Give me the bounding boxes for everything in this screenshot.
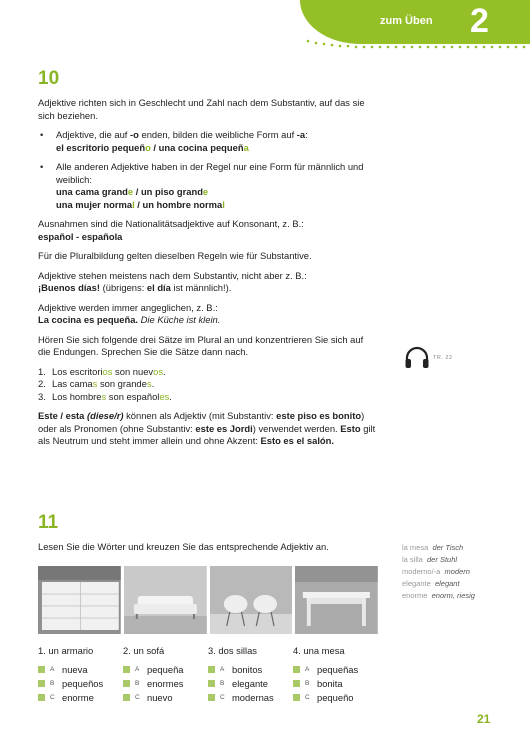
option-group-3	[208, 645, 293, 705]
option-b[interactable]: B elegante	[208, 677, 293, 689]
vocab-item: la mesa der Tisch	[402, 543, 464, 552]
exercise-options	[38, 645, 378, 705]
chapter-number: 2	[470, 2, 489, 40]
checkbox[interactable]	[123, 694, 130, 701]
demonstrative-note: Este / esta (diese/r) können als Adjektiv (mit Substantiv: este piso es bonito) oder als Pronomen (ohne Substantiv: este es Jordi) verwendet werden. Esto gilt als Neutrum und steht immer allein und ohne Akzent: Esto es el salón.	[38, 410, 376, 446]
option-c[interactable]: C pequeño	[293, 691, 378, 703]
option-b[interactable]: B bonita	[293, 677, 378, 689]
vocab-item: elegante elegant	[402, 579, 460, 588]
checkbox[interactable]	[123, 666, 130, 673]
bullet-2: • Alle anderen Adjektive haben in der Regel nur eine Form für männlich und weiblich: una cama grande / un piso grande una mujer normal / un hombre normal	[38, 161, 378, 211]
checkbox[interactable]	[293, 666, 300, 673]
track-label: TR. 22	[433, 355, 453, 361]
exercise-instruction: Lesen Sie die Wörter und kreuzen Sie das entsprechende Adjektiv an.	[38, 541, 329, 552]
vocab-item: moderno/-a modern	[402, 567, 470, 576]
option-b[interactable]: B pequeños	[38, 677, 123, 689]
option-group-2	[123, 645, 208, 705]
item-heading: 3. dos sillas	[208, 645, 257, 656]
dot-decoration	[300, 38, 530, 50]
option-c[interactable]: C enorme	[38, 691, 123, 703]
photo-strip	[38, 566, 378, 634]
table-photo	[295, 566, 378, 634]
option-group-1	[38, 645, 123, 705]
listening-task: Hören Sie sich folgende drei Sätze im Plural an und konzentrieren Sie sich auf die Endungen. Sprechen Sie die Sätze dann nach.	[38, 333, 364, 357]
checkbox[interactable]	[208, 694, 215, 701]
checkbox[interactable]	[123, 680, 130, 687]
option-a[interactable]: A pequeña	[123, 663, 208, 675]
option-group-4	[293, 645, 378, 705]
vocabulary-box	[402, 542, 475, 602]
nationality-note: Ausnahmen sind die Nationalitätsadjektive auf Konsonant, z. B.: español - española	[38, 218, 304, 242]
vocab-item: la silla der Stuhl	[402, 555, 458, 564]
list-item: 1. Los escritorios son nuevos.	[38, 365, 166, 377]
list-item: 2. Las camas son grandes.	[38, 378, 155, 389]
vocab-item: enorme enorm, riesig	[402, 591, 475, 600]
tab-label: zum Üben	[380, 15, 433, 27]
bullet-1: • Adjektive, die auf -o enden, bilden die weibliche Form auf -a: el escritorio pequeño / una cocina pequeña	[38, 129, 378, 154]
item-heading: 1. un armario	[38, 645, 94, 656]
plural-note: Für die Pluralbildung gelten dieselben Regeln wie für Substantive.	[38, 250, 312, 261]
chairs-photo	[210, 566, 293, 634]
position-note: Adjektive stehen meistens nach dem Substantiv, nicht aber z. B.: ¡Buenos días! (übrigens: el día ist männlich!).	[38, 269, 307, 293]
checkbox[interactable]	[38, 694, 45, 701]
checkbox[interactable]	[293, 694, 300, 701]
list-item: 3. Los hombres son españoles.	[38, 390, 172, 402]
checkbox[interactable]	[208, 680, 215, 687]
item-heading: 4. una mesa	[293, 645, 345, 656]
option-a[interactable]: A pequeñas	[293, 663, 378, 675]
wardrobe-photo	[38, 566, 121, 634]
checkbox[interactable]	[38, 680, 45, 687]
option-c[interactable]: C modernas	[208, 691, 293, 703]
option-c[interactable]: C nuevo	[123, 691, 208, 703]
item-heading: 2. un sofá	[123, 645, 165, 656]
option-a[interactable]: A nueva	[38, 663, 123, 675]
headphones-icon[interactable]	[403, 344, 431, 372]
section-number-11: 11	[38, 512, 59, 533]
checkbox[interactable]	[38, 666, 45, 673]
option-b[interactable]: B enormes	[123, 677, 208, 689]
checkbox[interactable]	[208, 666, 215, 673]
option-a[interactable]: A bonitos	[208, 663, 293, 675]
sofa-photo	[124, 566, 207, 634]
agreement-note: Adjektive werden immer angeglichen, z. B.: La cocina es pequeña. Die Küche ist klein.	[38, 301, 221, 325]
grammar-explanation	[38, 97, 378, 455]
section-number-10: 10	[38, 68, 60, 89]
intro-text: Adjektive richten sich in Geschlecht und Zahl nach dem Substantiv, auf das sie sich beziehen.	[38, 97, 365, 121]
page-number: 21	[477, 712, 491, 726]
sentence-list	[38, 366, 378, 404]
checkbox[interactable]	[293, 680, 300, 687]
